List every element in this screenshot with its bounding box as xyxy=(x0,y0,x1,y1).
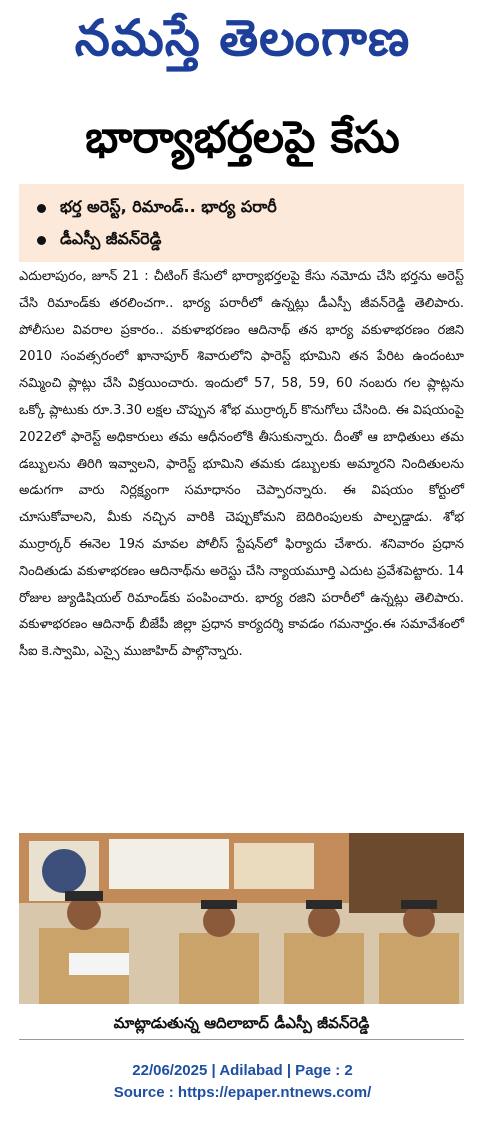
masthead-title: నమస్తే తెలంగాణ xyxy=(74,8,411,67)
bullet-text: డీఎస్పీ జీవన్‌రెడ్డి xyxy=(60,228,162,248)
headline: భార్యాభర్తలపై కేసు xyxy=(85,112,400,163)
edition-date-line: 22/06/2025 | Adilabad | Page : 2 xyxy=(132,1062,353,1079)
police-briefing-photo xyxy=(19,833,464,1004)
highlight-box xyxy=(19,184,464,262)
bullet-item xyxy=(37,224,464,256)
bullet-item xyxy=(37,192,464,224)
source-footer xyxy=(0,1060,485,1104)
bullet-text: భర్త అరెస్ట్, రిమాండ్.. భార్య పరారీ xyxy=(60,196,277,216)
photo-caption: మాట్లాడుతున్న ఆదిలాబాద్ డీఎస్పీ జీవన్‌రెడ్డి xyxy=(19,1006,464,1040)
bullet-dot-icon xyxy=(37,236,46,245)
news-photo xyxy=(19,833,464,1004)
article-body: ఎదులాపురం, జూన్ 21 : చీటింగ్ కేసులో భార్యాభర్తలపై కేసు నమోదు చేసి భర్తను అరెస్ట్ చేసి రిమాండ్‌కు తరలించగా.. భార్య పరారీలో ఉన్నట్లు డీఎస్పీ జీవన్‌రెడ్డి తెలిపారు. పోలీసుల వివరాల ప్రకారం.. వకుళాభరణం ఆదినాథ్ తన భార్య వకుళాభరణం రజిని 2010 సంవత్సరంలో ఖానాపూర్ శివారులోని ఫారెస్ట్ భూమిని తన పేరిట ఉందంటూ నమ్మించి ప్లాట్లు చేసి విక్రయించారు. ఇందులో 57, 58, 59, 60 నంబరు గల ప్లాట్లను ఒక్కో ప్లాటుకు రూ.3.30 లక్షల చొప్పున శోభ ముర్రార్కర్ కొనుగోలు చేసింది. ఈ విషయంపై 2022లో ఫారెస్ట్ అధికారులు తమ ఆధీనంలోకి తీసుకున్నారు. దీంతో ఆ బాధితులు తమ డబ్బులను తిరిగి ఇవ్వాలని, ఫారెస్ట్ భూమిని తమకు డబ్బులకు అమ్మారని నిందితులను అడుగగా వారు నిర్లక్ష్యంగా సమాధానం చెప్పారన్నారు. ఈ విషయం కోర్టులో చూసుకోవాలని, మీకు నచ్చిన వారికి చెప్పుకోమని బెదిరింపులకు పాల్పడ్డాడు. శోభ ముర్రార్కర్ ఈనెల 19న మావల పోలీస్ స్టేషన్‌లో ఫిర్యాదు చేశారు. శనివారం ప్రధాన నిందితుడు వకుళాభరణం ఆదినాథ్‌ను అరెస్టు చేసి న్యాయమూర్తి ఎదుట ప్రవేశపెట్టారు. 14 రోజుల జ్యుడిషియల్ రిమాండ్‌కు పంపించారు. భార్య రజిని పరారీలో ఉన్నట్లు తెలిపారు. వకుళాభరణం ఆదినాథ్ బీజేపీ జిల్లా ప్రధాన కార్యదర్శి కావడం గమనార్హం.ఈ సమావేశంలో సీఐ కె.స్వామి, ఎస్సై ముజాహిద్ పాల్గొన్నారు. xyxy=(19,269,464,660)
source-url-line[interactable]: Source : https://epaper.ntnews.com/ xyxy=(113,1084,372,1101)
bullet-dot-icon xyxy=(37,204,46,213)
